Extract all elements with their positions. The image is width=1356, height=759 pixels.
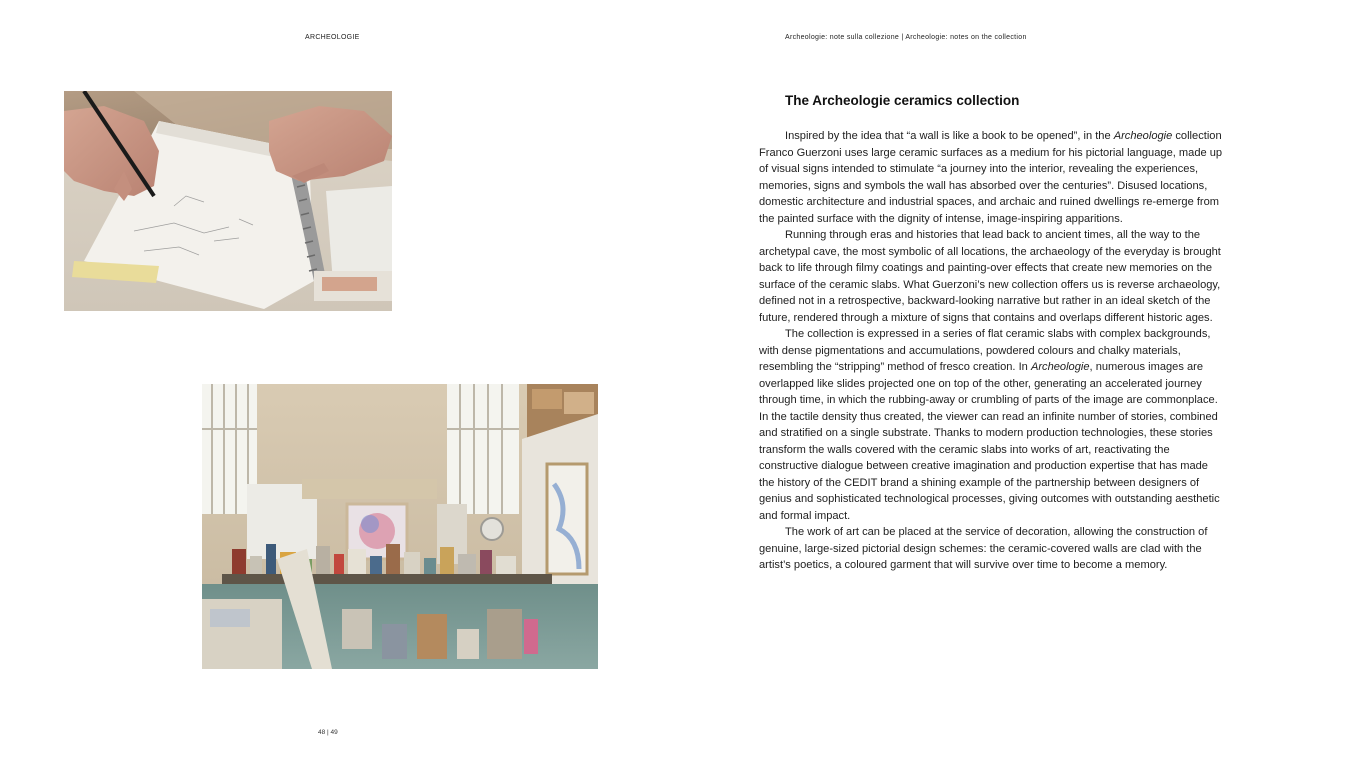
paragraph-1-text-a: Inspired by the idea that “a wall is like a book to be opened”, in the — [785, 130, 1114, 142]
studio-photo-graphic — [202, 384, 598, 669]
sketch-photo-graphic — [64, 91, 392, 311]
article-body — [759, 128, 1225, 574]
sketch-photo — [64, 91, 392, 311]
running-head-right: Archeologie: note sulla collezione | Archeologie: notes on the collection — [785, 34, 1027, 41]
paragraph-1-text-b: collection Franco Guerzoni uses large ceramic surfaces as a medium for his pictorial language, made up of visual signs intended to stimulate “a journey into the interior, revealing the experiences, memories, signs and symbols the wall has absorbed over the centuries”. Disused locations, domestic architecture and industrial spaces, and archaic and ruined dwellings re-emerge from the painted surface with the dignity of intense, image-inspiring apparitions. — [759, 130, 1223, 225]
article-title: The Archeologie ceramics collection — [785, 93, 1020, 108]
paragraph-3-emphasis: Archeologie — [1030, 361, 1090, 373]
paragraph-4: The work of art can be placed at the service of decoration, allowing the construction of genuine, large-sized pictorial design schemes: the ceramic-covered walls are clad with the artist’s poetics, a coloured garment that will survive over time to become a memory. — [759, 526, 1208, 571]
paragraph-3 — [759, 326, 1225, 524]
studio-photo — [202, 384, 598, 669]
running-head-left: ARCHEOLOGIE — [305, 34, 360, 41]
paragraph-3-text-b: , numerous images are overlapped like slides projected one on top of the other, generating an accelerated journey through time, in which the rubbing-away or crumbling of parts of the image are commonplace. In the tactile density thus created, the viewer can read an infinite number of stories, combined and stratified on a single substrate. Thanks to modern production technologies, these stories transform the walls covered with the ceramic slabs into works of art, reactivating the constructive dialogue between creative imagination and production expertise that has made the history of the CEDIT brand a shining example of the partnership between designers of genius and sophisticated technological processes, giving outcomes with outstanding aesthetic and formal impact. — [759, 361, 1220, 522]
paragraph-1-emphasis: Archeologie — [1113, 130, 1173, 142]
paragraph-2: Running through eras and histories that lead back to ancient times, all the way to the archetypal cave, the most symbolic of all locations, the archaeology of the everyday is brought back to life through filmy coatings and painting-over effects that create new memories on the surface of the ceramic slabs. What Guerzoni’s new collection offers us is reverse archaeology, defined not in a retrospective, backward-looking narrative but rather in an ideal sketch of the future, rendered through a mixture of signs that contains and overlaps different historic ages. — [759, 229, 1221, 324]
paragraph-3-text-a: The collection is expressed in a series of flat ceramic slabs with complex backgrounds, with dense pigmentations and accumulations, powdered colours and chalky materials, resembling the “stripping” method of fresco creation. In — [759, 328, 1211, 373]
page-numbers: 48 | 49 — [318, 729, 338, 736]
paragraph-1 — [759, 128, 1225, 227]
